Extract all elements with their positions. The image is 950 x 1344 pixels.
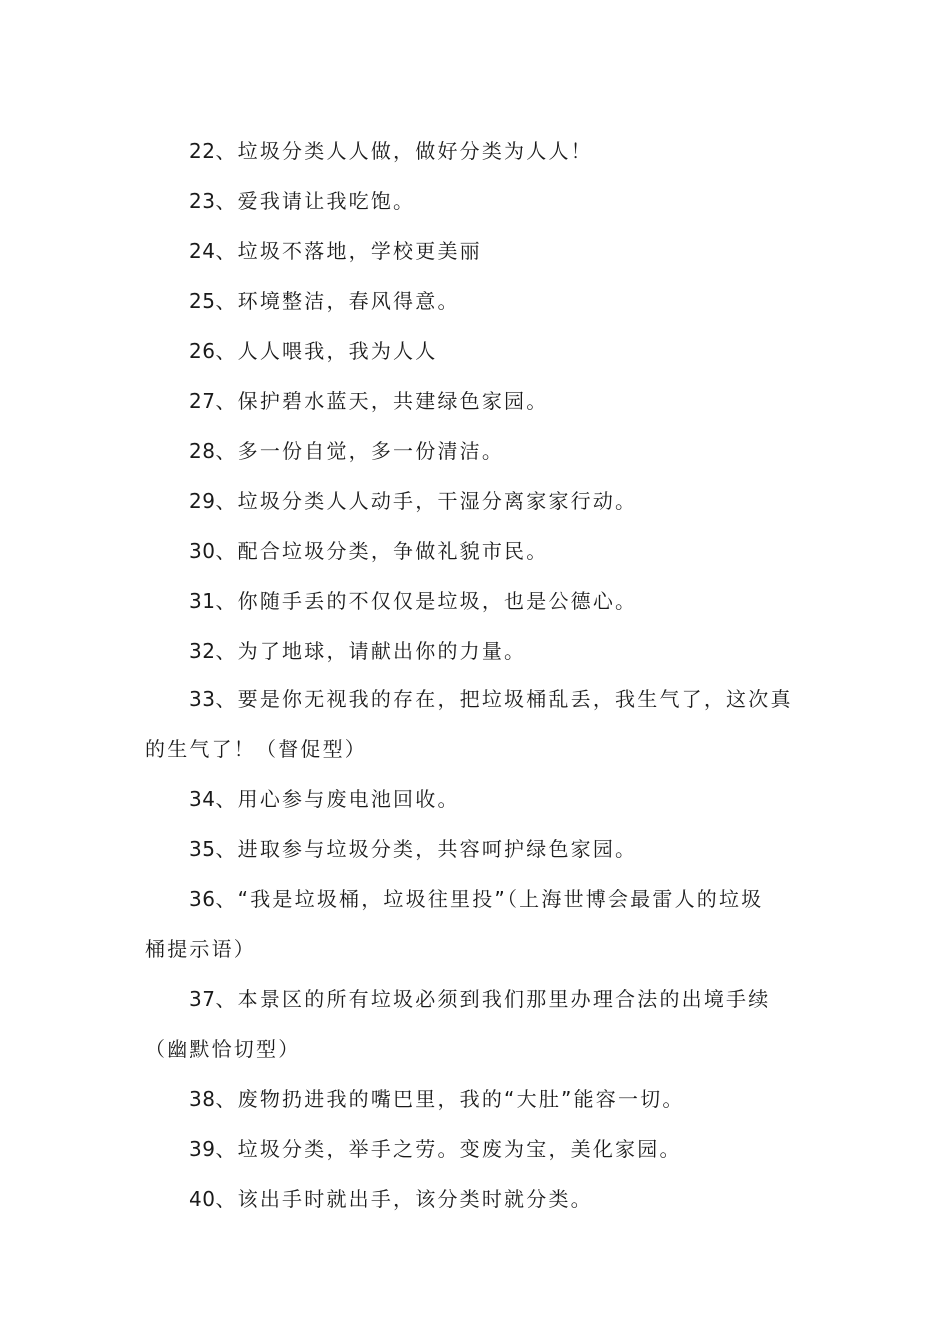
list-item xyxy=(145,126,810,176)
list-item xyxy=(145,874,810,924)
item-number: 27 xyxy=(189,389,216,413)
item-number: 39 xyxy=(189,1137,216,1161)
list-item-continuation xyxy=(145,1024,810,1074)
item-text: 、垃圾不落地，学校更美丽 xyxy=(215,239,482,263)
item-text: 、进取参与垃圾分类，共容呵护绿色家园。 xyxy=(215,837,638,861)
item-text: 、垃圾分类，举手之劳。变废为宝，美化家园。 xyxy=(215,1137,682,1161)
list-item xyxy=(145,276,810,326)
item-text: 、为了地球，请献出你的力量。 xyxy=(215,639,527,663)
item-text: 、用心参与废电池回收。 xyxy=(215,787,460,811)
item-text: 、你随手丢的不仅仅是垃圾，也是公德心。 xyxy=(215,589,638,613)
list-item xyxy=(145,226,810,276)
item-text: 、该出手时就出手，该分类时就分类。 xyxy=(215,1187,593,1211)
item-number: 31 xyxy=(189,589,216,613)
item-text-line1: 、要是你无视我的存在，把垃圾桶乱丢，我生气了，这次真 xyxy=(215,687,793,711)
item-number: 28 xyxy=(189,439,216,463)
item-number: 34 xyxy=(189,787,216,811)
item-number: 22 xyxy=(189,139,216,163)
item-text-line2: 的生气了！（督促型） xyxy=(145,737,367,761)
item-number: 33 xyxy=(189,687,216,711)
list-item-continuation xyxy=(145,924,810,974)
item-number: 35 xyxy=(189,837,216,861)
item-text: 、废物扔进我的嘴巴里，我的“大肚”能容一切。 xyxy=(215,1087,685,1111)
item-text-line2: 桶提示语） xyxy=(145,937,256,961)
item-text: 、多一份自觉，多一份清洁。 xyxy=(215,439,505,463)
list-item xyxy=(145,674,810,724)
item-text: 、垃圾分类人人做，做好分类为人人！ xyxy=(215,139,593,163)
list-item xyxy=(145,176,810,226)
list-item xyxy=(145,824,810,874)
item-number: 37 xyxy=(189,987,216,1011)
item-text: 、垃圾分类人人动手，干湿分离家家行动。 xyxy=(215,489,638,513)
list-item xyxy=(145,974,810,1024)
list-item xyxy=(145,526,810,576)
item-number: 40 xyxy=(189,1187,216,1211)
item-text: 、保护碧水蓝天，共建绿色家园。 xyxy=(215,389,549,413)
item-number: 32 xyxy=(189,639,216,663)
item-text: 、配合垃圾分类，争做礼貌市民。 xyxy=(215,539,549,563)
list-item xyxy=(145,1124,810,1174)
list-item xyxy=(145,1174,810,1224)
list-item xyxy=(145,426,810,476)
list-item xyxy=(145,476,810,526)
item-number: 24 xyxy=(189,239,216,263)
item-number: 23 xyxy=(189,189,216,213)
item-text: 、爱我请让我吃饱。 xyxy=(215,189,416,213)
item-number: 26 xyxy=(189,339,216,363)
item-text-line1: 、本景区的所有垃圾必须到我们那里办理合法的出境手续 xyxy=(215,987,771,1011)
list-item xyxy=(145,326,810,376)
item-number: 36 xyxy=(189,887,216,911)
item-text: 、环境整洁，春风得意。 xyxy=(215,289,460,313)
list-item-continuation xyxy=(145,724,810,774)
list-item xyxy=(145,626,810,676)
item-text: 、人人喂我，我为人人 xyxy=(215,339,438,363)
list-item xyxy=(145,774,810,824)
list-item xyxy=(145,576,810,626)
item-number: 38 xyxy=(189,1087,216,1111)
list-item xyxy=(145,1074,810,1124)
item-number: 25 xyxy=(189,289,216,313)
item-text-line2: （幽默恰切型） xyxy=(145,1037,301,1061)
item-number: 29 xyxy=(189,489,216,513)
item-text-line1: 、“我是垃圾桶，垃圾往里投”（上海世博会最雷人的垃圾 xyxy=(215,887,764,911)
item-number: 30 xyxy=(189,539,216,563)
list-item xyxy=(145,376,810,426)
